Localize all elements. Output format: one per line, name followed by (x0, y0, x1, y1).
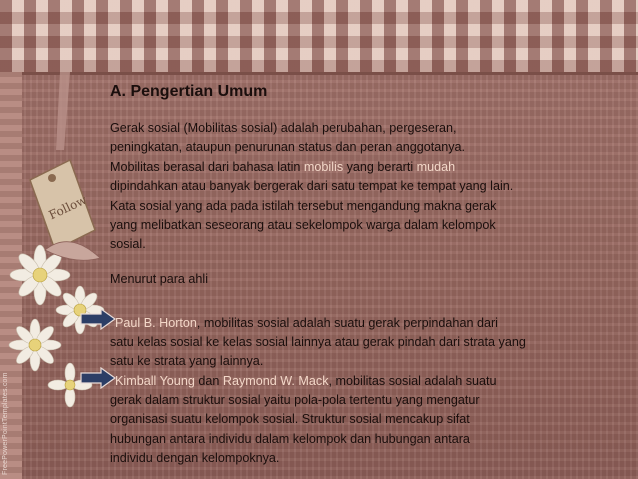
definition-line: Mobilitas berasal dari bahasa latin (110, 159, 304, 174)
definition-line: dipindahkan atau banyak bergerak dari satu tempat ke tempat yang lain. (110, 179, 514, 194)
expert-item-horton (115, 314, 610, 333)
tag-text: Follow (46, 192, 89, 223)
definition-line: Gerak sosial (Mobilitas sosial) adalah perubahan, pergeseran, (110, 121, 457, 135)
term-mobilis: mobilis (303, 159, 344, 174)
definition-line: sosial. (110, 237, 146, 252)
expert-name-mack: Raymond W. Mack (222, 374, 329, 388)
expert-line: gerak dalam struktur sosial yaitu pola-pola tertentu yang mengatur (110, 393, 480, 407)
template-credit: FreePowerPointTemplates.com (2, 372, 9, 475)
expert-line: individu dengan kelompoknya. (110, 451, 280, 466)
definition-line: yang berarti (343, 159, 417, 174)
arrow-right-icon (80, 367, 116, 389)
term-mudah: mudah (416, 159, 456, 174)
arrow-right-icon (80, 308, 116, 330)
definition-line: Kata sosial yang ada pada istilah tersebut mengandung makna gerak (110, 198, 497, 213)
slide-content (110, 80, 615, 289)
expert-line: , mobilitas sosial adalah suatu gerak perpindahan dari (196, 316, 498, 330)
expert-line: , mobilitas sosial adalah suatu (328, 374, 497, 388)
definition-line: yang melibatkan seseorang atau sekelompok warga dalam kelompok (110, 218, 496, 233)
expert-name-young: Kimball Young (115, 374, 195, 388)
expert-item-young-mack-cont (110, 391, 605, 469)
tag-icon (30, 160, 95, 250)
expert-conj: dan (194, 374, 223, 388)
definition-paragraph (110, 119, 615, 255)
expert-name-horton: Paul B. Horton (115, 316, 197, 330)
expert-line: hubungan antara individu dalam kelompok dan hubungan antara (110, 431, 470, 446)
expert-line: organisasi suatu kelompok sosial. Struktur sosial mencakup sifat (110, 412, 470, 427)
slide-title: A. Pengertian Umum (110, 83, 268, 100)
expert-line: satu ke strata yang lainnya. (110, 354, 264, 369)
definition-line: peningkatan, ataupun penurunan status dan peran anggotanya. (110, 140, 466, 155)
expert-item-horton-cont (110, 333, 605, 372)
expert-line: satu kelas sosial ke kelas sosial lainnya atau gerak pindah dari strata yang (110, 335, 526, 349)
expert-item-young-mack (115, 372, 610, 391)
experts-intro: Menurut para ahli (110, 271, 209, 286)
flower-tag-decoration (0, 0, 110, 479)
